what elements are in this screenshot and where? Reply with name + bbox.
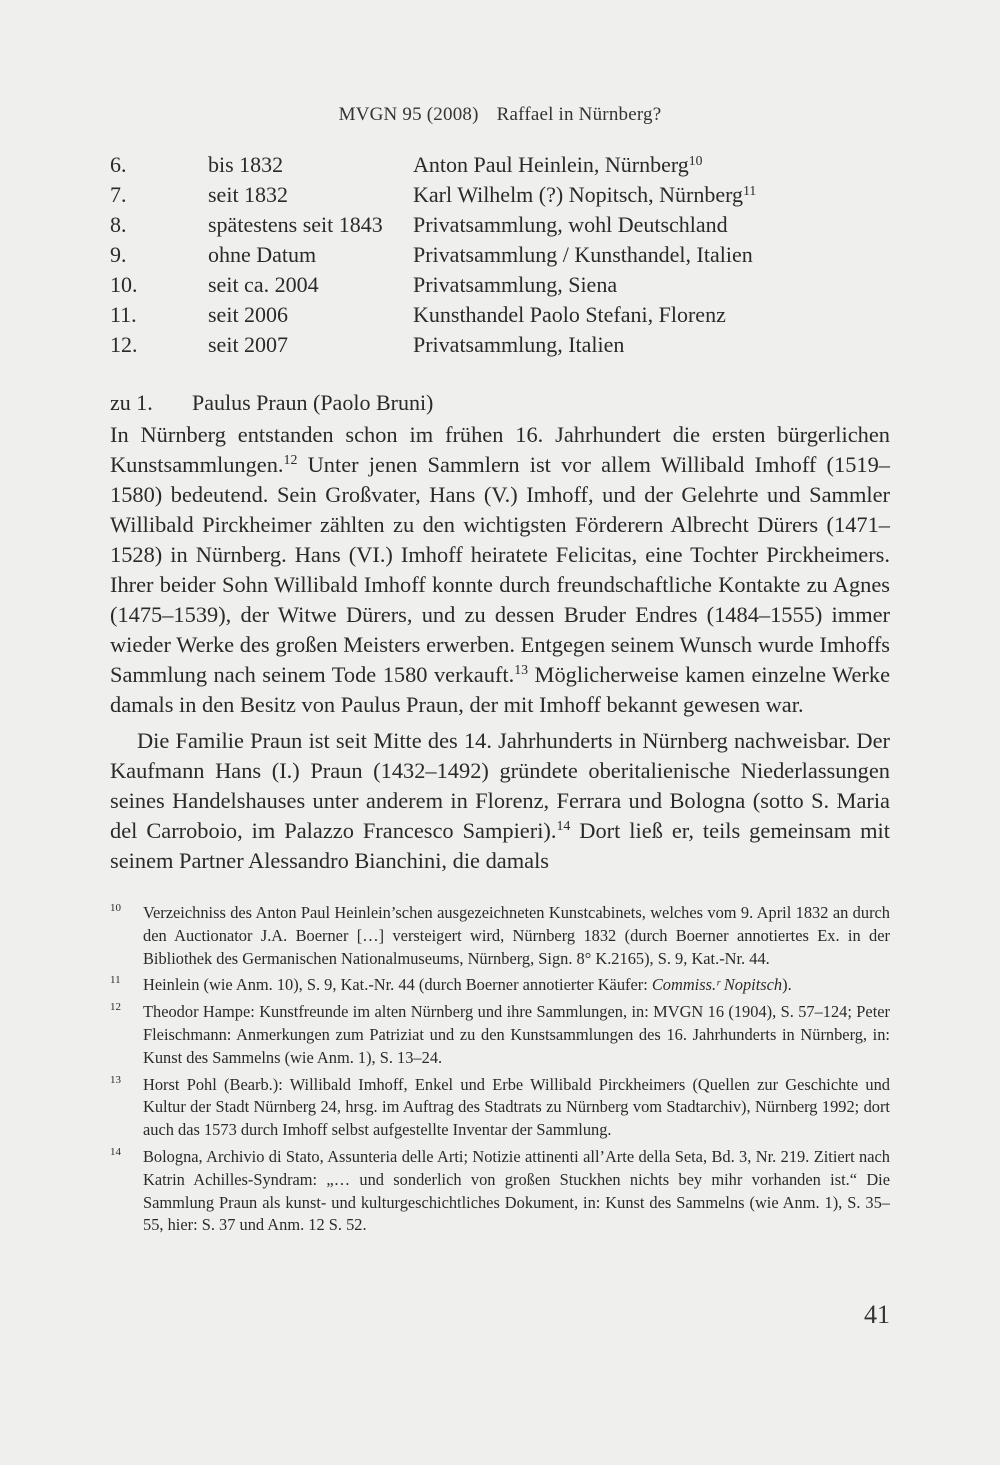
footnote-text: Horst Pohl (Bearb.): Willibald Imhoff, Enkel und Erbe Willibald Pirckheimers (Quellen zur Geschichte und Kultur der Stadt Nürnberg 24, hrsg. im Auftrag des Stadtrats zu Nürnberg vom Stadtarchiv), Nürnberg 1992; dort auch das 1573 durch Imhoff selbst aufgestellte Inventar der Sammlung. [143, 1074, 890, 1140]
footnote-italic: Commiss.ʳ Nopitsch [651, 975, 783, 995]
provenance-date: seit ca. 2004 [208, 272, 319, 297]
paragraph [110, 726, 890, 876]
footnote-mark: 10 [110, 902, 121, 914]
provenance-row [110, 150, 890, 180]
running-head [0, 104, 1000, 126]
footnote-ref[interactable]: 10 [688, 152, 703, 168]
text-run: Unter jenen Sammlern ist vor allem Willibald Imhoff (1519–1580) bedeutend. Sein Großvater, Hans (V.) Imhoff, und der Gelehrte und Sammler Willibald Pirckheimer zählten zu den wichtigsten Förderern Albrecht Dürers (1471–1528) in Nürnberg. Hans (VI.) Imhoff heiratete Felicitas, eine Tochter Pirckheimers. Ihrer beider Sohn Willibald Imhoff konnte durch freundschaftliche Kontakte zu Agnes (1475–1539), der Witwe Dürers, und zu dessen Bruder Endres (1484–1555) immer wieder Werke des großen Meisters erwerben. Entgegen seinem Wunsch wurde Imhoffs Sammlung nach seinem Tode 1580 verkauft. [110, 452, 890, 687]
provenance-row [110, 180, 890, 210]
provenance-owner: Kunsthandel Paolo Stefani, Florenz [413, 302, 726, 327]
footnote [110, 1074, 890, 1142]
footnote-text: Theodor Hampe: Kunstfreunde im alten Nürnberg und ihre Sammlungen, in: MVGN 16 (1904), S. 57–124; Peter Fleischmann: Anmerkungen zum Patriziat und zu den Kunstsammlungen des 16. Jahrhunderts in Nürnberg, in: Kunst des Sammelns (wie Anm. 1), S. 13–24. [143, 1002, 890, 1067]
provenance-number: 11. [110, 302, 137, 327]
provenance-owner [413, 180, 756, 210]
footnote-mark: 14 [110, 1145, 121, 1158]
text-run: Die Familie Praun ist seit Mitte des 14. Jahrhunderts in Nürnberg nachweisbar. Der Kaufmann Hans (I.) Praun (1432–1492) gründete oberitalienische Niederlassungen seines Handelshauses unter anderem in Florenz, Ferrara und Bologna (sotto S. Maria del Carroboio, im Palazzo Francesco Sampieri). [110, 728, 890, 843]
footnotes [110, 902, 890, 1241]
footnote [110, 902, 890, 970]
body-text [110, 420, 890, 882]
provenance-row [110, 240, 890, 270]
article-title: Raffael in Nürnberg? [496, 104, 662, 125]
provenance-date: ohne Datum [208, 242, 317, 267]
footnote-text: Verzeichniss des Anton Paul Heinlein’schen ausgezeichneten Kunstcabinets, welches vom 9. April 1832 an durch den Auctionator J.A. Boerner […] versteigert wird, Nürnberg 1832 (durch Boerner annotiertes Ex. in der Bibliothek des Germanischen Nationalmuseums, Nürnberg, Sign. 8° K.2165), S. 9, Kat.-Nr. 44. [143, 903, 890, 968]
provenance-date: spätestens seit 1843 [208, 212, 383, 237]
owner-text: Anton Paul Heinlein, Nürnberg [413, 152, 689, 177]
text-run: Dort ließ er, teils gemeinsam mit seinem Partner Alessandro Bianchini, die damals [110, 818, 890, 873]
footnote-text: Heinlein (wie Anm. 10), S. 9, Kat.-Nr. 44 (durch Boerner annotierter Käufer: [143, 975, 652, 995]
provenance-owner: Privatsammlung, Italien [413, 332, 625, 357]
provenance-list [110, 150, 890, 360]
provenance-owner [413, 150, 702, 180]
provenance-number: 9. [110, 242, 127, 267]
footnote-text-tail: ). [782, 975, 792, 995]
page-number: 41 [864, 1300, 890, 1329]
footnote-ref[interactable]: 12 [283, 453, 298, 469]
provenance-date: seit 2007 [208, 332, 289, 357]
provenance-row [110, 210, 890, 240]
footnote-mark: 12 [110, 1001, 121, 1014]
journal-citation: MVGN 95 (2008) [338, 104, 479, 125]
provenance-number: 7. [110, 182, 127, 207]
section-title: Paulus Praun (Paolo Bruni) [192, 390, 434, 415]
provenance-row [110, 330, 890, 360]
provenance-number: 10. [110, 272, 138, 297]
provenance-number: 12. [110, 332, 138, 357]
section-label: zu 1. [110, 390, 153, 415]
provenance-number: 8. [110, 212, 127, 237]
footnote-ref[interactable]: 14 [556, 819, 571, 835]
footnote-mark: 13 [110, 1073, 121, 1086]
footnote-mark: 11 [110, 974, 121, 987]
provenance-number: 6. [110, 152, 127, 177]
footnote-ref[interactable]: 13 [514, 663, 529, 679]
provenance-date: seit 1832 [208, 182, 289, 207]
text-run: In Nürnberg entstanden schon im frühen 16. Jahrhundert die ersten bürgerlichen Kunstsammlungen. [110, 422, 890, 477]
section-heading [110, 388, 433, 418]
owner-text: Karl Wilhelm (?) Nopitsch, Nürnberg [413, 182, 744, 207]
footnote-text: Bologna, Archivio di Stato, Assunteria delle Arti; Notizie attinenti all’Arte della Seta, Bd. 3, Nr. 219. Zitiert nach Katrin Achilles-Syndram: „… und sonderlich von großen Stuckhen nichts bey mihr vorhanden ist.“ Die Sammlung Praun als kunst- und kulturgeschichtliches Dokument, in: Kunst des Sammelns (wie Anm. 1), S. 35–55, hier: S. 37 und Anm. 12 S. 52. [143, 1146, 890, 1235]
text-run: Möglicherweise kamen einzelne Werke damals in den Besitz von Paulus Praun, der mit Imhoff bekannt gewesen war. [110, 662, 891, 717]
footnote [110, 1001, 890, 1069]
provenance-owner: Privatsammlung, Siena [413, 272, 618, 297]
footnote [110, 974, 890, 997]
provenance-date: seit 2006 [208, 302, 289, 327]
provenance-owner: Privatsammlung / Kunsthandel, Italien [413, 242, 753, 267]
paragraph [110, 420, 890, 720]
footnote [110, 1146, 890, 1237]
provenance-row [110, 300, 890, 330]
footnote-ref[interactable]: 11 [743, 182, 757, 198]
provenance-owner: Privatsammlung, wohl Deutschland [413, 212, 728, 237]
provenance-date: bis 1832 [208, 152, 284, 177]
provenance-row [110, 270, 890, 300]
